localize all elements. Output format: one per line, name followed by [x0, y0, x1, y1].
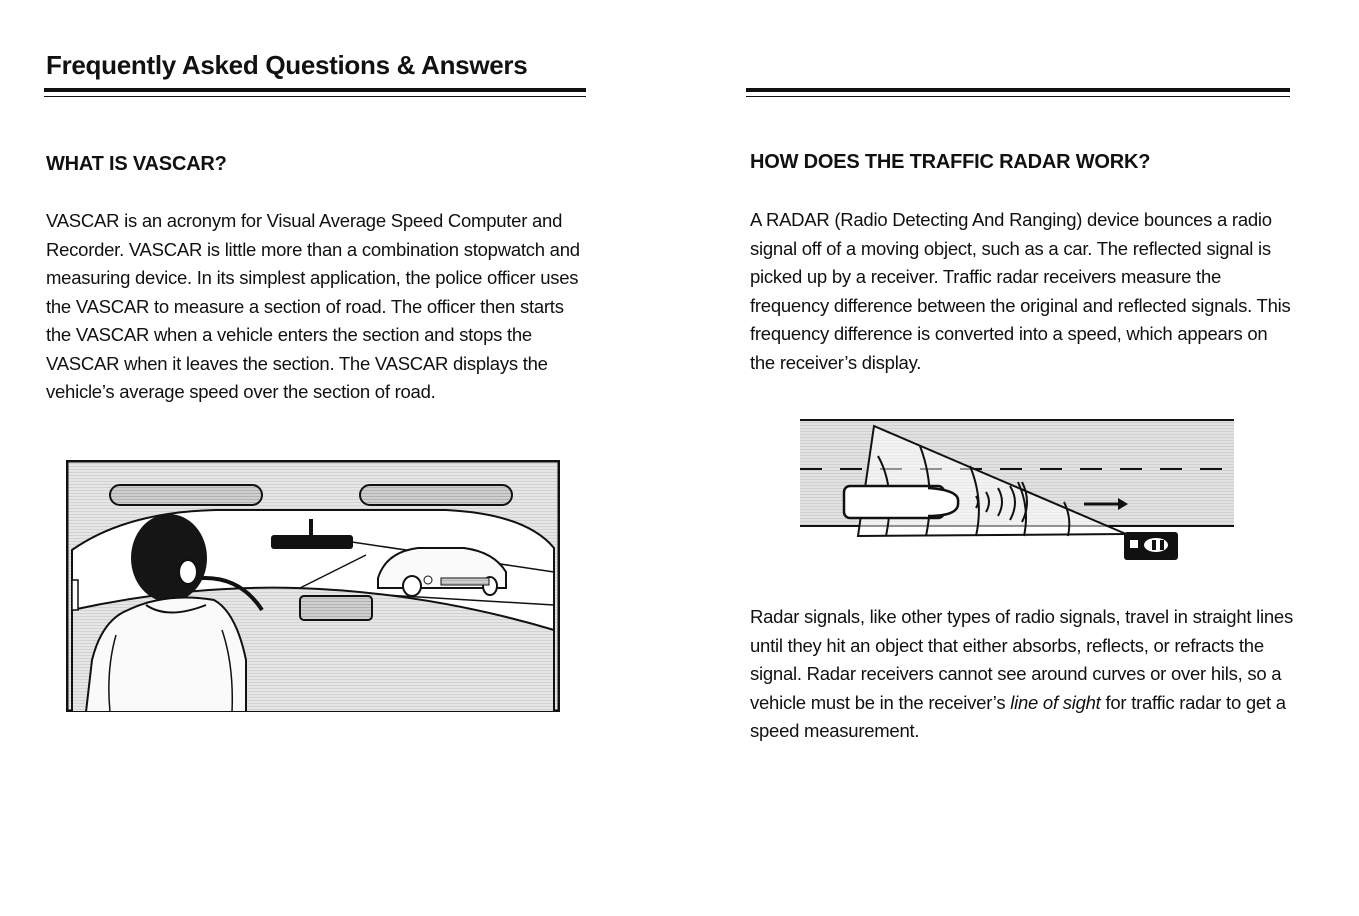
radar-paragraph-1: A RADAR (Radio Detecting And Ranging) device bounces a radio signal off of a moving object, such as a car. The reflected signal is picked up by a receiver. Traffic radar receivers measure the frequency difference between the original and reflected signals. This frequency difference is converted into a speed, which appears on the receiver’s display.: [750, 209, 1291, 373]
left-header-rule: [44, 88, 586, 92]
vascar-paragraph: VASCAR is an acronym for Visual Average Speed Computer and Recorder. VASCAR is little more than a combination stopwatch and measuring device. In its simplest application, the police officer uses the VASCAR to measure a section of road. The officer then starts the VASCAR when a vehicle enters the section and stops the VASCAR when it leaves the section. The VASCAR displays the vehicle’s average speed over the section of road.: [46, 210, 580, 402]
page-title: Frequently Asked Questions & Answers: [46, 50, 528, 80]
left-header-rule-thin: [44, 96, 586, 97]
radar-paragraph-2: [750, 603, 1298, 746]
line-of-sight-emphasis: line of sight: [1010, 691, 1101, 713]
radar-heading: HOW DOES THE TRAFFIC RADAR WORK?: [750, 151, 1151, 173]
radar-illustration: [800, 416, 1236, 564]
right-header-rule: [746, 88, 1290, 92]
radar-paragraph-2-text-a: Radar signals, like other types of radio signals, travel in straight lines until they hit an object that either absorbs, reflects, or refracts the signal. Radar receivers cannot see around curves or over hils, so a vehicle must be in the receiver’s: [750, 606, 1293, 713]
radar-paragraph-2-text-b: for traffic radar to get a speed measurement.: [750, 691, 1286, 741]
vascar-heading: WHAT IS VASCAR?: [46, 153, 227, 175]
right-header-rule-thin: [746, 96, 1290, 97]
vascar-illustration: [66, 460, 560, 712]
